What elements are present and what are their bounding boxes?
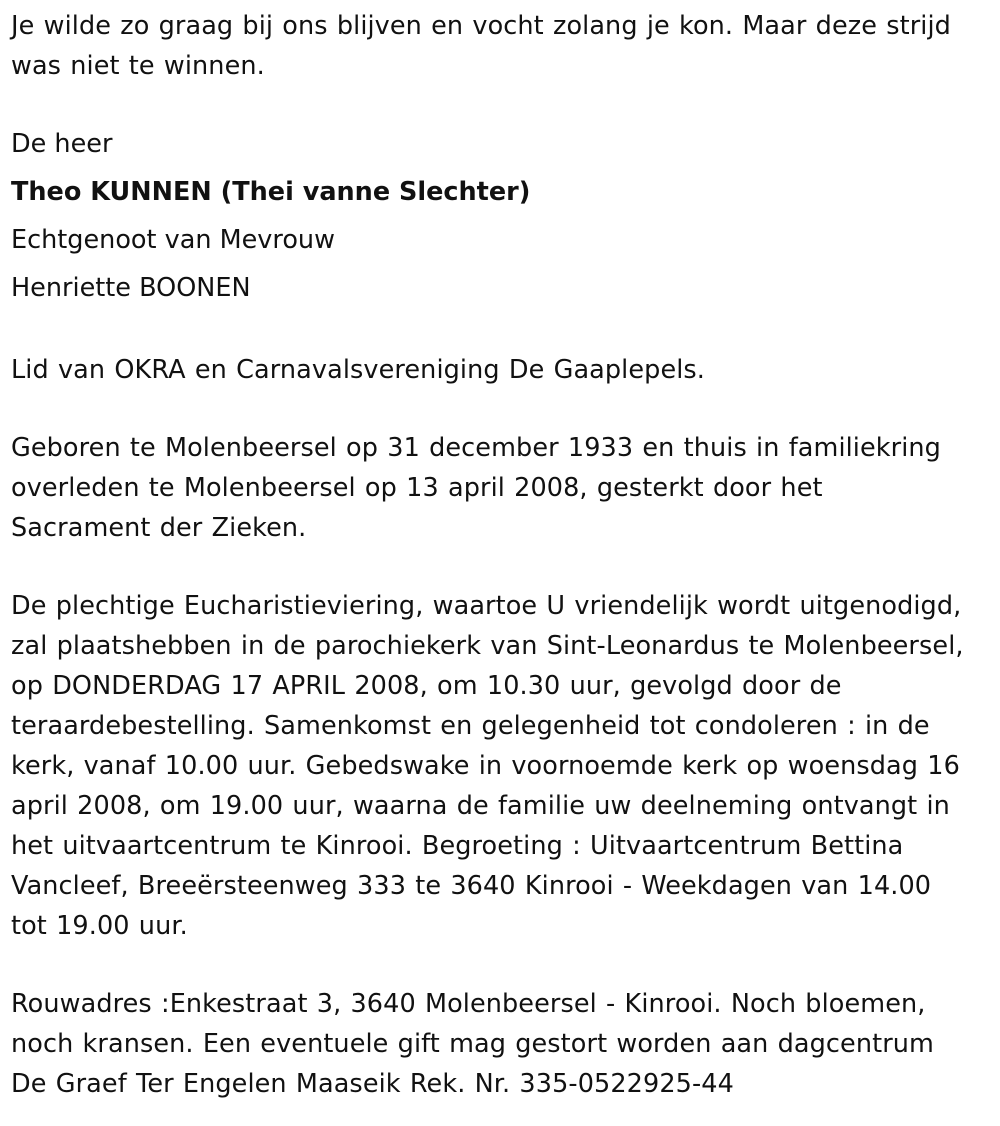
birth-death-line-3: Sacrament der Zieken. xyxy=(11,513,307,543)
birth-death-line-2: overleden te Molenbeersel op 13 april 2008, gesterkt door het xyxy=(11,473,823,503)
deceased-block xyxy=(11,124,996,312)
membership-line: Lid van OKRA en Carnavalsvereniging De Gaaplepels. xyxy=(11,355,706,385)
intro-paragraph xyxy=(11,6,996,86)
ceremony-paragraph xyxy=(11,586,996,946)
intro-line-1: Je wilde zo graag bij ons blijven en vocht zolang je kon. Maar deze strijd xyxy=(11,11,951,41)
address-line-3: De Graef Ter Engelen Maaseik Rek. Nr. 335-0522925-44 xyxy=(11,1069,734,1099)
spouse-label: Echtgenoot van Mevrouw xyxy=(11,225,335,255)
honorific: De heer xyxy=(11,129,113,159)
ceremony-line-1: De plechtige Eucharistieviering, waartoe U vriendelijk wordt uitgenodigd, xyxy=(11,591,962,621)
ceremony-line-7: het uitvaartcentrum te Kinrooi. Begroeting : Uitvaartcentrum Bettina xyxy=(11,831,904,861)
ceremony-line-6: april 2008, om 19.00 uur, waarna de familie uw deelneming ontvangt in xyxy=(11,791,950,821)
address-paragraph xyxy=(11,984,996,1104)
intro-line-2: was niet te winnen. xyxy=(11,51,265,81)
birth-death-line-1: Geboren te Molenbeersel op 31 december 1933 en thuis in familiekring xyxy=(11,433,941,463)
ceremony-line-2: zal plaatshebben in de parochiekerk van Sint-Leonardus te Molenbeersel, xyxy=(11,631,964,661)
ceremony-line-9: tot 19.00 uur. xyxy=(11,911,188,941)
ceremony-line-3: op DONDERDAG 17 APRIL 2008, om 10.30 uur, gevolgd door de xyxy=(11,671,842,701)
ceremony-line-4: teraardebestelling. Samenkomst en gelegenheid tot condoleren : in de xyxy=(11,711,930,741)
address-line-1: Rouwadres :Enkestraat 3, 3640 Molenbeersel - Kinrooi. Noch bloemen, xyxy=(11,989,926,1019)
ceremony-line-5: kerk, vanaf 10.00 uur. Gebedswake in voornoemde kerk op woensdag 16 xyxy=(11,751,960,781)
birth-death-paragraph xyxy=(11,428,996,548)
obituary-text xyxy=(11,6,996,1104)
ceremony-line-8: Vancleef, Breeërsteenweg 333 te 3640 Kinrooi - Weekdagen van 14.00 xyxy=(11,871,932,901)
spouse-name: Henriette BOONEN xyxy=(11,273,251,303)
membership-paragraph xyxy=(11,350,996,390)
address-line-2: noch kransen. Een eventuele gift mag gestort worden aan dagcentrum xyxy=(11,1029,934,1059)
deceased-name: Theo KUNNEN (Thei vanne Slechter) xyxy=(11,177,531,207)
